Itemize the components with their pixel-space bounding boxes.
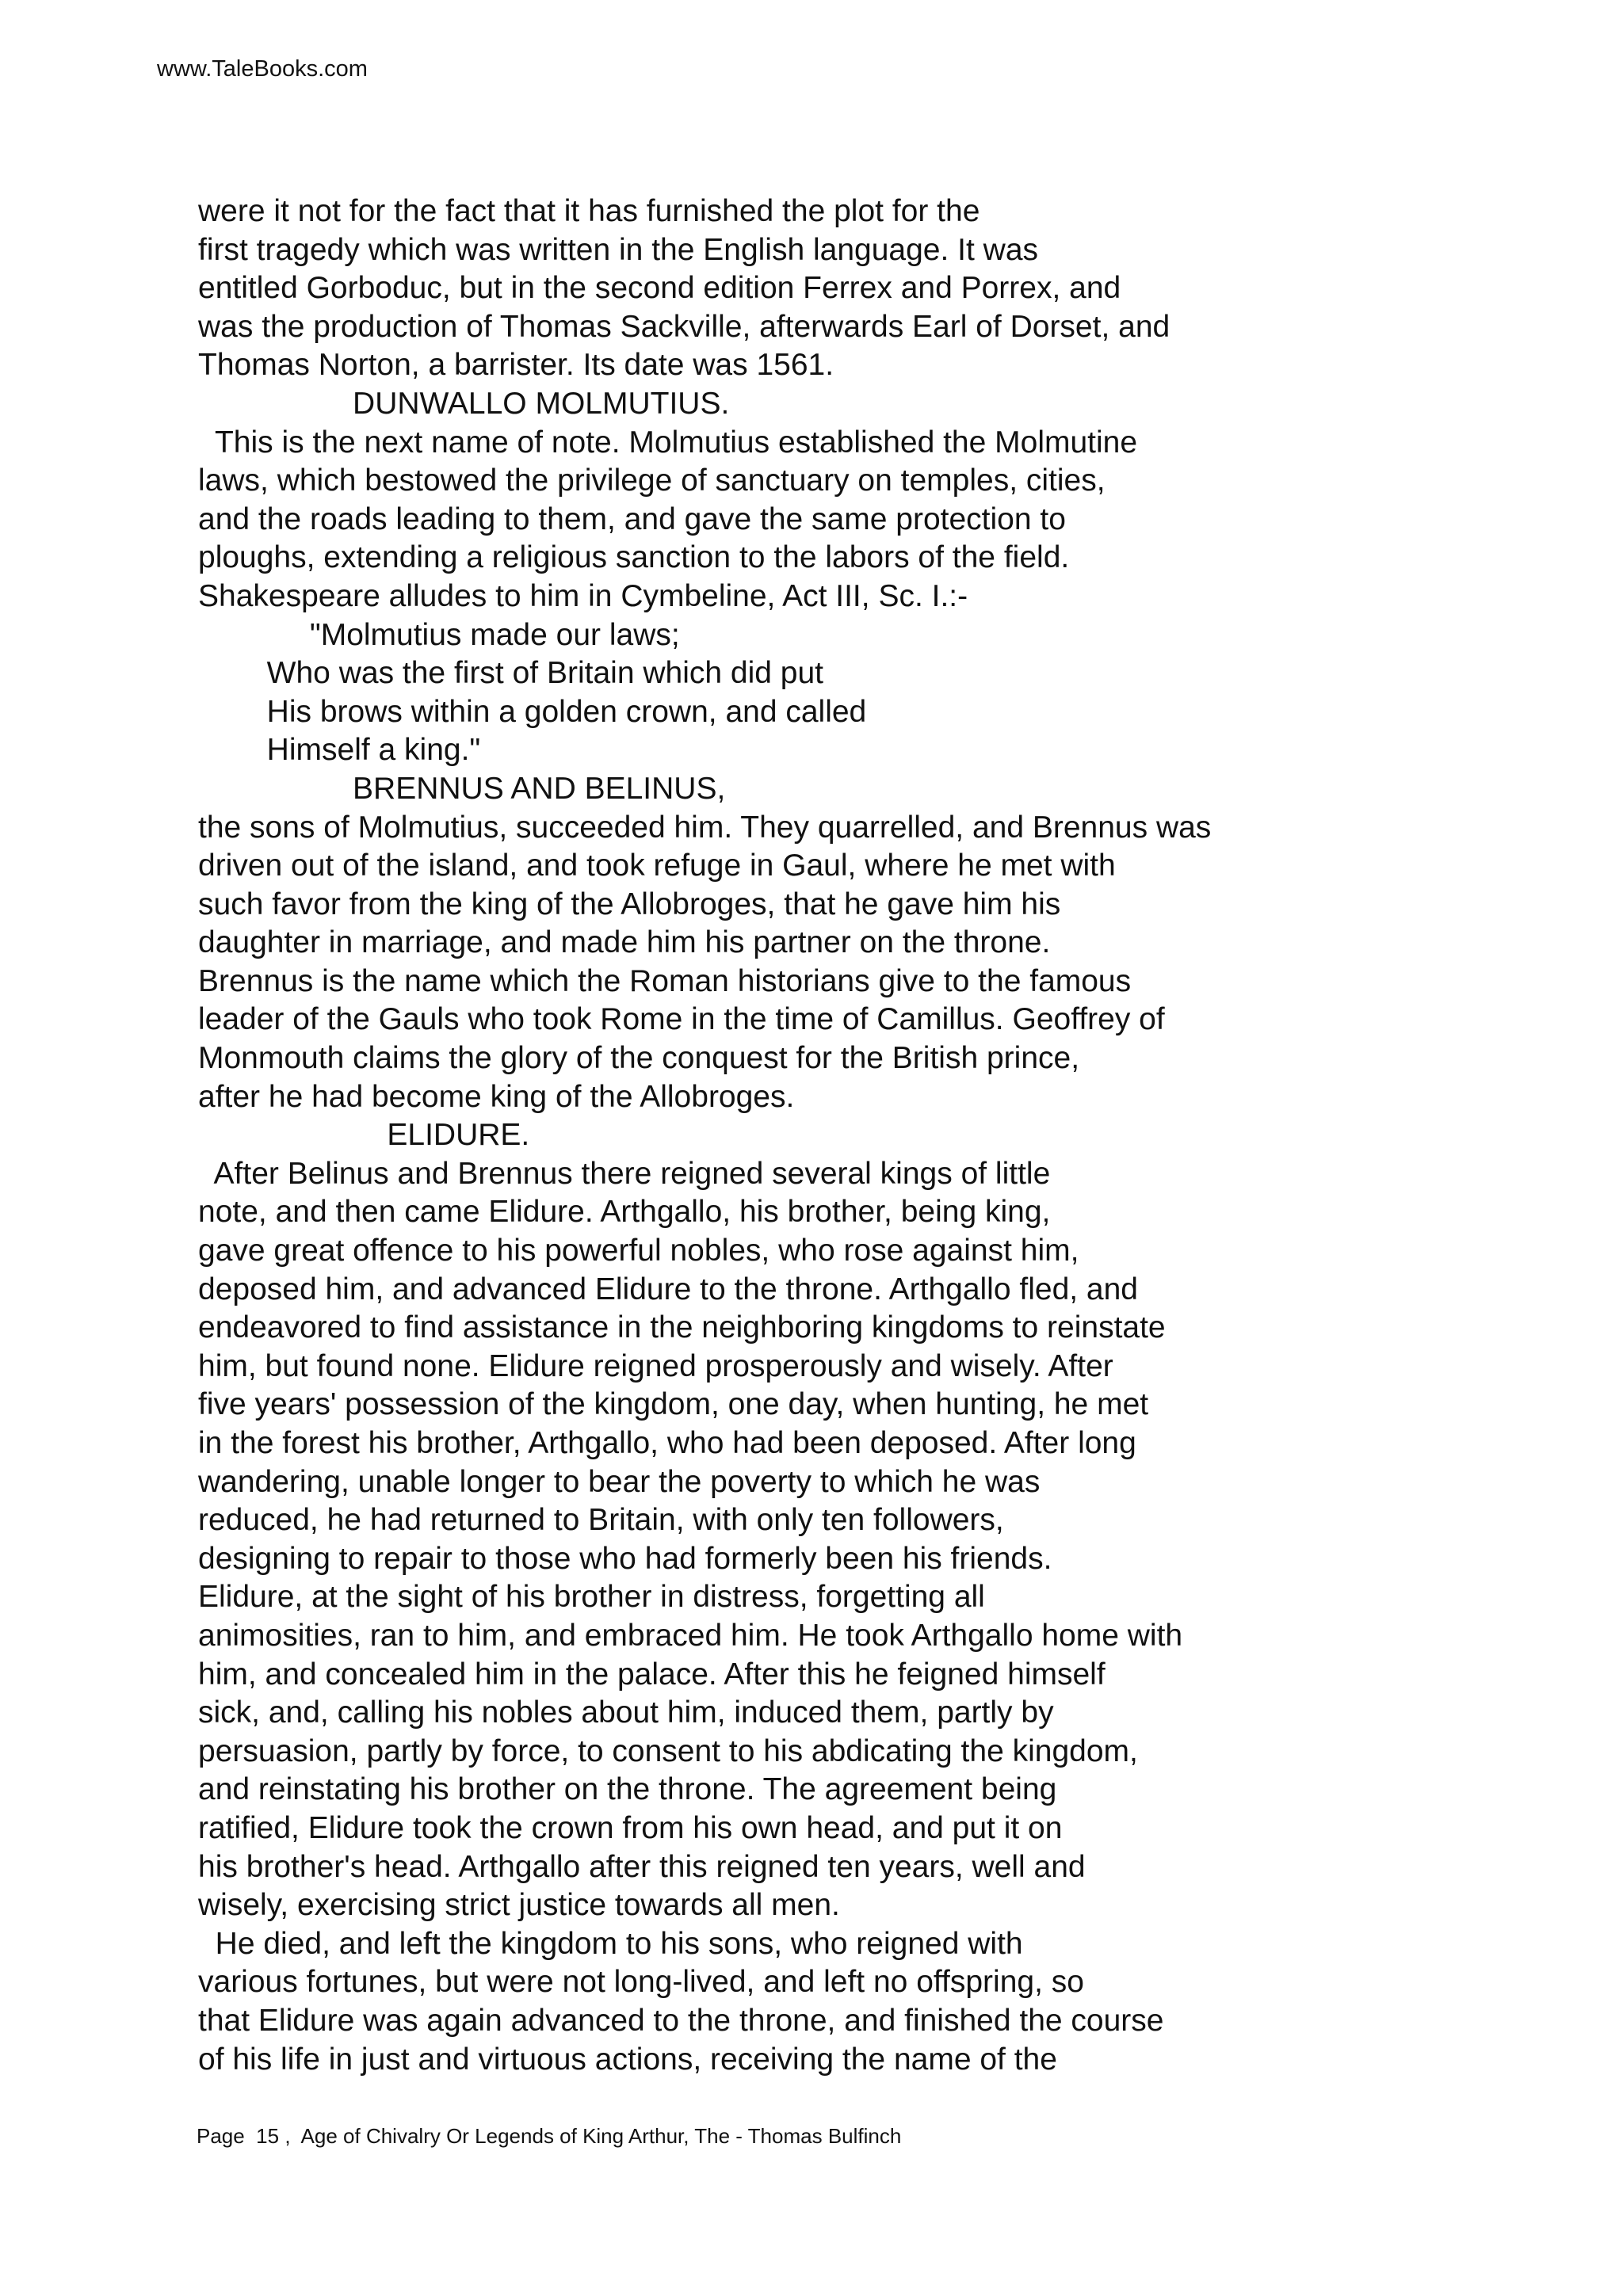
text-line: and the roads leading to them, and gave the same protection to — [198, 502, 1066, 536]
header-site-url: www.TaleBooks.com — [157, 56, 368, 82]
text-line: note, and then came Elidure. Arthgallo, his brother, being king, — [198, 1195, 1051, 1230]
text-line: five years' possession of the kingdom, one day, when hunting, he met — [198, 1387, 1149, 1422]
text-line: Shakespeare alludes to him in Cymbeline, Act III, Sc. I.:- — [198, 578, 968, 613]
text-line: after he had become king of the Allobroges. — [198, 1079, 795, 1114]
text-line: first tragedy which was written in the English language. It was — [198, 232, 1039, 267]
text-line: reduced, he had returned to Britain, with only ten followers, — [198, 1503, 1004, 1538]
text-line: him, but found none. Elidure reigned prosperously and wisely. After — [198, 1348, 1113, 1383]
text-line: daughter in marriage, and made him his partner on the throne. — [198, 925, 1051, 960]
text-line: leader of the Gauls who took Rome in the time of Camillus. Geoffrey of — [198, 1002, 1165, 1037]
text-line: endeavored to find assistance in the neighboring kingdoms to reinstate — [198, 1310, 1166, 1345]
text-line: Thomas Norton, a barrister. Its date was 1561. — [198, 348, 834, 383]
text-line: was the production of Thomas Sackville, afterwards Earl of Dorset, and — [198, 309, 1170, 344]
section-heading-dunwallo-molmutius: DUNWALLO MOLMUTIUS. — [198, 386, 730, 421]
text-line: his brother's head. Arthgallo after this reigned ten years, well and — [198, 1849, 1086, 1884]
section-heading-brennus-and-belinus: BRENNUS AND BELINUS, — [198, 771, 726, 806]
text-line: him, and concealed him in the palace. After this he feigned himself — [198, 1657, 1106, 1691]
text-line: gave great offence to his powerful nobles, who rose against him, — [198, 1234, 1079, 1268]
text-line: driven out of the island, and took refuge in Gaul, where he met with — [198, 849, 1116, 883]
text-line: deposed him, and advanced Elidure to the throne. Arthgallo fled, and — [198, 1272, 1138, 1306]
book-text-body — [198, 193, 1545, 2079]
text-line: and reinstating his brother on the throne. The agreement being — [198, 1772, 1057, 1807]
page-footer: Page 15 , Age of Chivalry Or Legends of King Arthur, The - Thomas Bulfinch — [197, 2124, 902, 2148]
text-line: of his life in just and virtuous actions, receiving the name of the — [198, 2042, 1057, 2077]
text-line: ploughs, extending a religious sanction to the labors of the field. — [198, 540, 1070, 575]
text-line: persuasion, partly by force, to consent to his abdicating the kingdom, — [198, 1733, 1138, 1768]
text-line: After Belinus and Brennus there reigned several kings of little — [198, 1156, 1051, 1191]
text-line: wandering, unable longer to bear the poverty to which he was — [198, 1464, 1041, 1499]
text-line: the sons of Molmutius, succeeded him. They quarrelled, and Brennus was — [198, 810, 1212, 845]
text-line: Monmouth claims the glory of the conquest for the British prince, — [198, 1041, 1080, 1076]
quote-line: "Molmutius made our laws; — [198, 617, 680, 652]
text-line: laws, which bestowed the privilege of sanctuary on temples, cities, — [198, 463, 1106, 498]
text-line: various fortunes, but were not long-lived, and left no offspring, so — [198, 1965, 1084, 2000]
text-line: Elidure, at the sight of his brother in distress, forgetting all — [198, 1580, 985, 1615]
text-line: animosities, ran to him, and embraced him. He took Arthgallo home with — [198, 1618, 1183, 1653]
text-line: ratified, Elidure took the crown from his own head, and put it on — [198, 1810, 1063, 1845]
text-line: He died, and left the kingdom to his sons, who reigned with — [198, 1926, 1023, 1961]
text-line: were it not for the fact that it has furnished the plot for the — [198, 194, 980, 228]
text-line: designing to repair to those who had formerly been his friends. — [198, 1541, 1052, 1576]
text-line: sick, and, calling his nobles about him, induced them, partly by — [198, 1695, 1054, 1730]
text-line: This is the next name of note. Molmutius established the Molmutine — [198, 425, 1138, 460]
text-line: such favor from the king of the Allobroges, that he gave him his — [198, 887, 1061, 921]
section-heading-elidure: ELIDURE. — [198, 1118, 530, 1153]
quote-line: Himself a king." — [198, 733, 481, 768]
text-line: that Elidure was again advanced to the throne, and finished the course — [198, 2003, 1164, 2038]
text-line: in the forest his brother, Arthgallo, who had been deposed. After long — [198, 1426, 1136, 1460]
quote-line: His brows within a golden crown, and called — [198, 694, 867, 729]
text-line: entitled Gorboduc, but in the second edition Ferrex and Porrex, and — [198, 271, 1121, 306]
quote-line: Who was the first of Britain which did put — [198, 656, 823, 691]
text-line: Brennus is the name which the Roman historians give to the famous — [198, 963, 1132, 998]
text-line: wisely, exercising strict justice towards all men. — [198, 1888, 840, 1923]
